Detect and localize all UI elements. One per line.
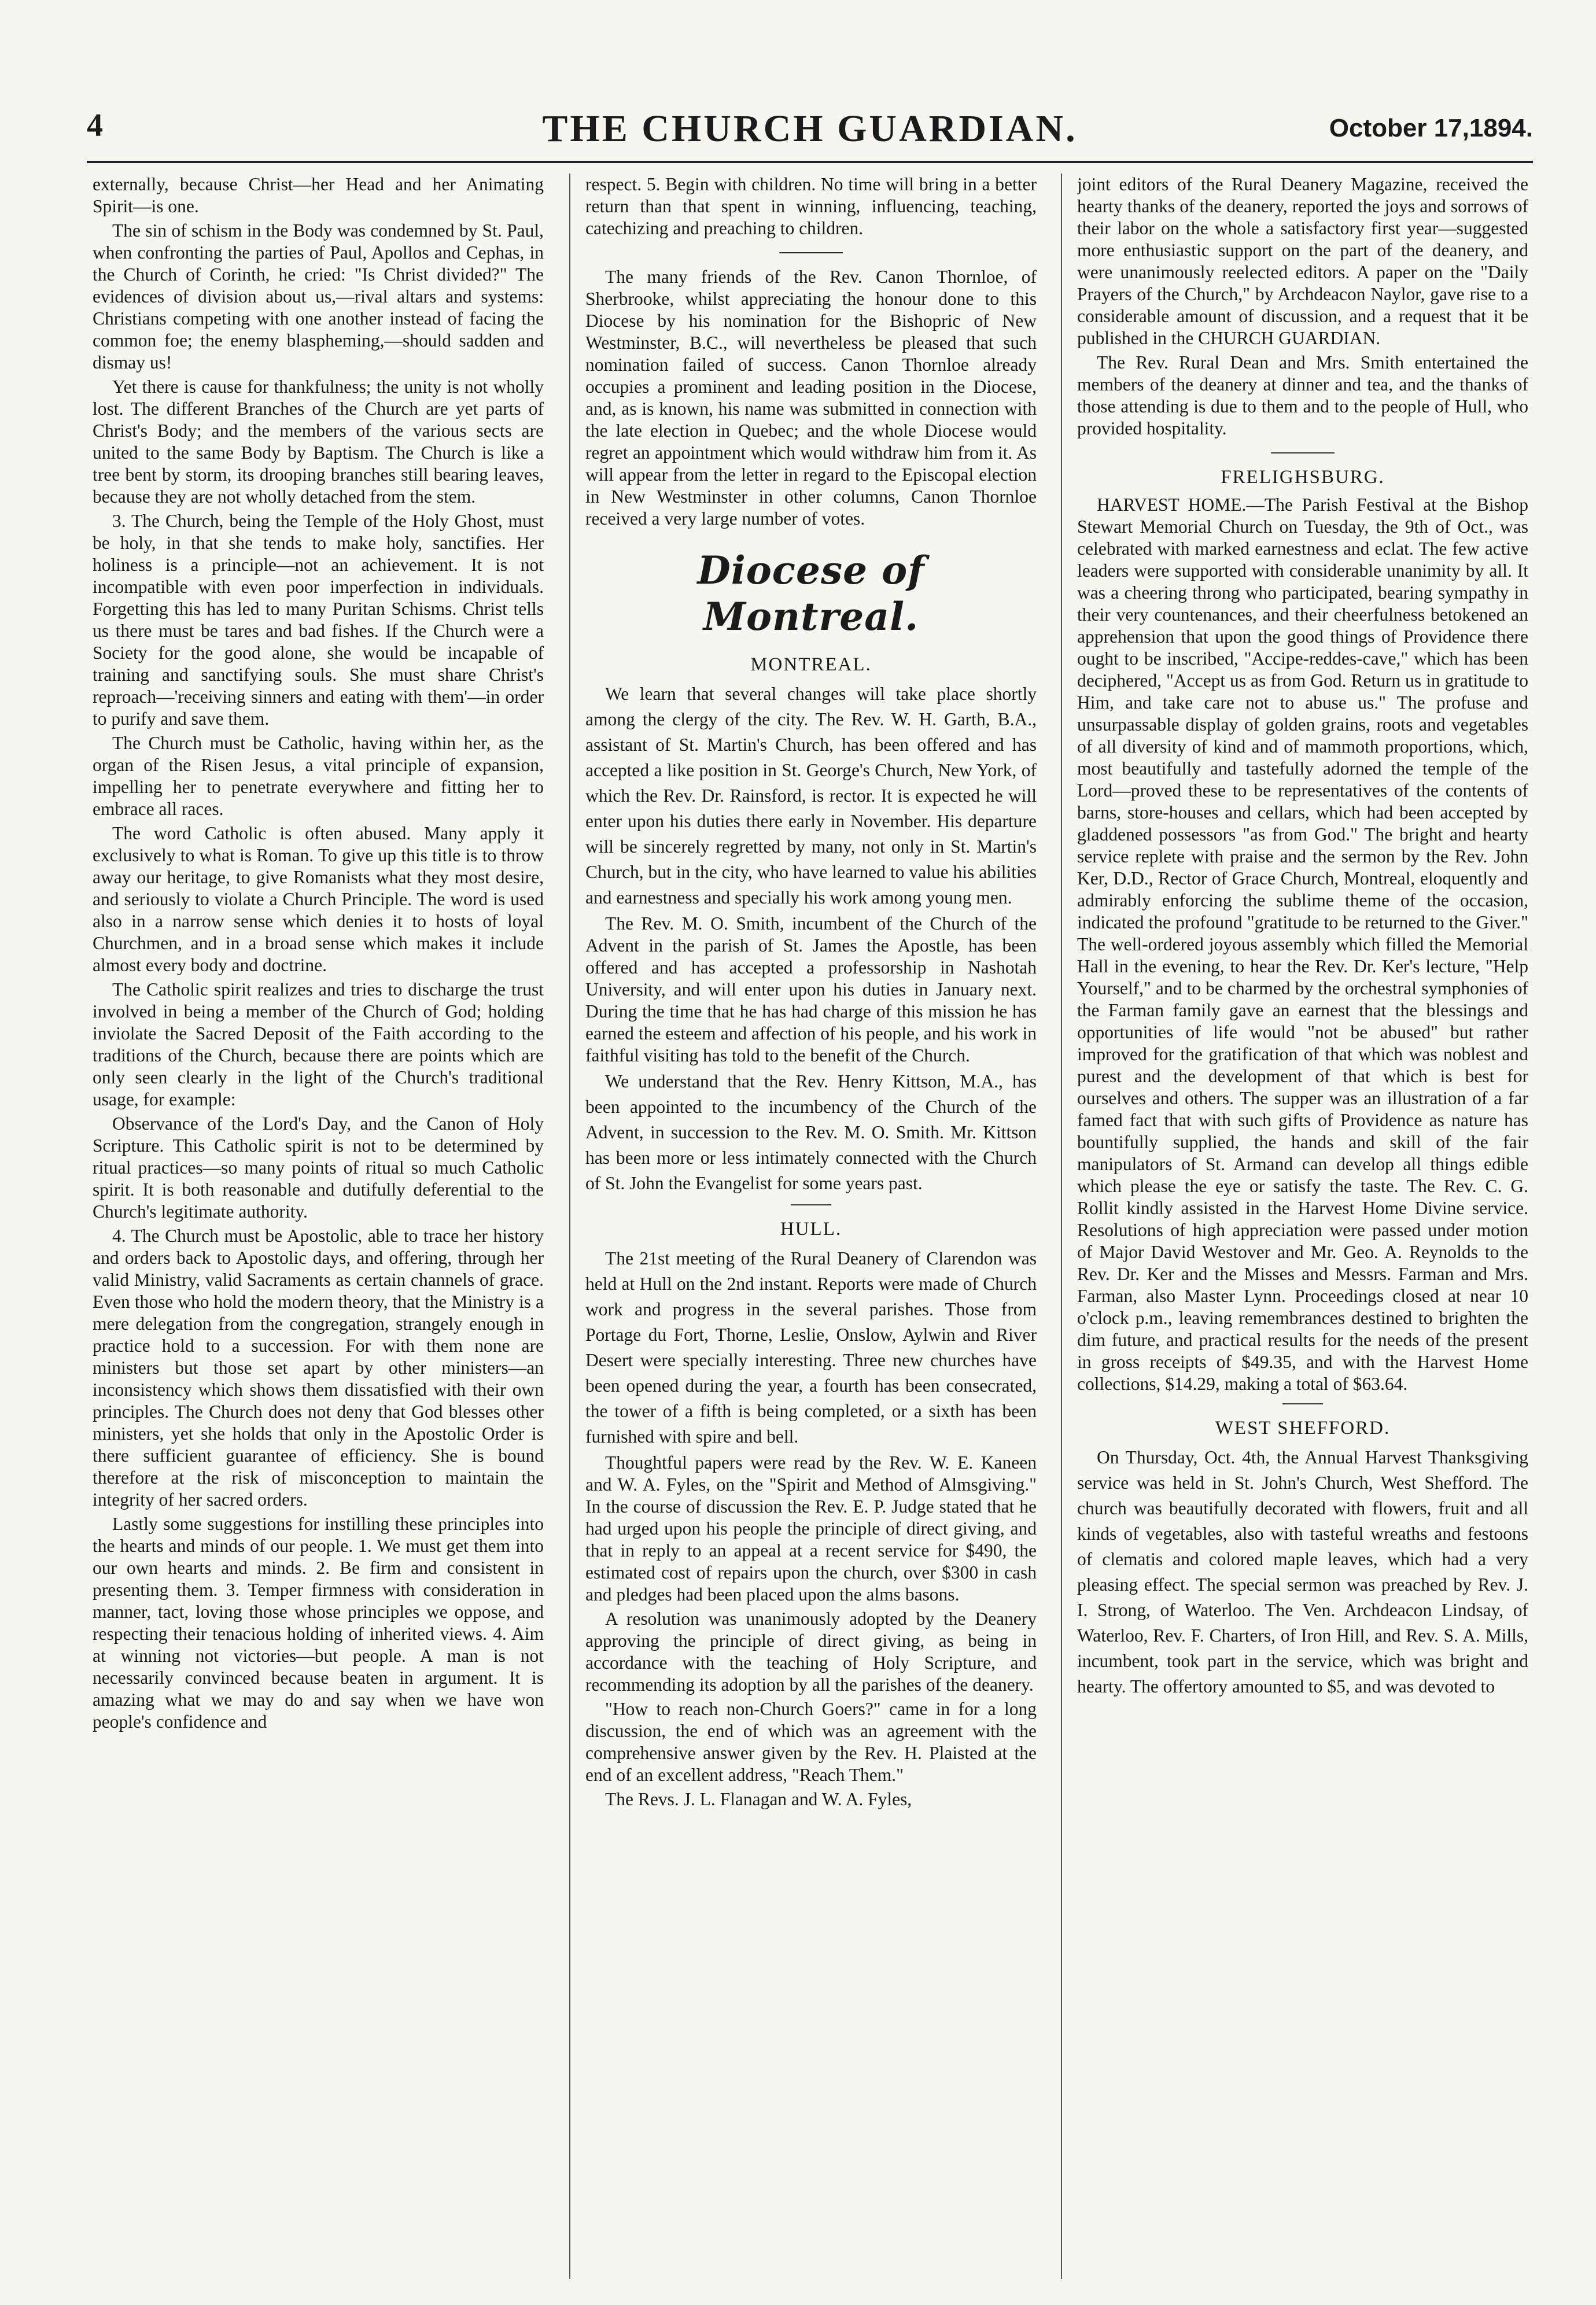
column-2	[585, 174, 1037, 2279]
newspaper-title: THE CHURCH GUARDIAN.	[542, 108, 1078, 150]
issue-date: October 17,1894.	[1329, 114, 1533, 142]
page-number: 4	[87, 108, 103, 143]
paragraph: The Catholic spirit realizes and tries to discharge the trust involved in being a member of the Church of God; holding inviolate the Sacred Deposit of the Faith according to the traditions of the Church, because there are points which are only seen clearly in the light of the Church's traditional usage, for example:	[93, 979, 544, 1109]
masthead-rule	[87, 161, 1533, 163]
diocese-heading: Diocese of Montreal.	[697, 548, 925, 639]
paragraph: "How to reach non-Church Goers?" came in for a long discussion, the end of which was an agreement with the comprehensive answer given by the Rev. H. Plaisted at the end of an excellent address, "Reach Them."	[585, 1699, 1037, 1785]
paragraph: A resolution was unanimously adopted by the Deanery approving the principle of direct giving, as being in accordance with the teaching of Holy Scripture, and recommending its adoption by all the parishes of the deanery.	[585, 1609, 1037, 1695]
paragraph: The Church must be Catholic, having within her, as the organ of the Risen Jesus, a vital principle of expansion, impelling her to penetrate everywhere and fitting her to embrace all races.	[93, 733, 544, 819]
paragraph: The 21st meeting of the Rural Deanery of Clarendon was held at Hull on the 2nd instant. Reports were made of Church work and progress in the several parishes. Those from Portage du Fort, Thorne, Leslie, Onslow, Aylwin and River Desert were specially interesting. Three new churches have been opened during the year, a fourth has been consecrated, the tower of a fifth is being completed, or a sixth has been furnished with spire and bell.	[585, 1248, 1037, 1447]
section-separator	[1282, 1403, 1323, 1404]
paragraph: Lastly some suggestions for instilling these principles into the hearts and minds of our people. 1. We must get them into our own hearts and minds. 2. Be firm and consistent in presenting them. 3. Temper firmness with consideration in manner, tact, loving those whose principles we oppose, and respecting their tenacious holding of inherited views. 4. Aim at winning not victories—but people. A man is not necessarily convinced because beaten in argument. It is amazing what we may do and say when we have won people's confidence and	[93, 1514, 544, 1732]
paragraph: respect. 5. Begin with children. No time will bring in a better return than that spent in winning, influencing, teaching, catechizing and preaching to children.	[585, 174, 1037, 238]
paragraph: Thoughtful papers were read by the Rev. W. E. Kaneen and W. A. Fyles, on the "Spirit and Method of Almsgiving." In the course of discussion the Rev. E. P. Judge stated that he had urged upon his people the principle of direct giving, and that in reply to an appeal at a recent service for $490, the estimated cost of repairs upon the church, over $300 in cash and pledges had been placed upon the alms basons.	[585, 1452, 1037, 1605]
column-divider	[1061, 174, 1062, 2279]
paragraph: Yet there is cause for thankfulness; the unity is not wholly lost. The different Branches of the Church are yet parts of Christ's Body; and the members of the various sects are united to the same Body by Baptism. The Church is like a tree bent by storm, its drooping branches still bearing leaves, because they are not wholly detached from the stem.	[93, 377, 544, 507]
paragraph: 4. The Church must be Apostolic, able to trace her history and orders back to Apostolic days, and offering, through her valid Ministry, valid Sacraments as certain channels of grace. Even those who hold the modern theory, that the Ministry is a mere delegation from the congregation, strangely enough in practice hold to a succession. For with them none are ministers but those set apart by other ministers—an inconsistency which shows them dissatisfied with their own principles. The Church does not deny that God blesses other ministers, yet she holds that only in the Apostolic Order is there sufficient guarantee of efficiency. She is bound therefore at the risk of misconception to maintain the integrity of her sacred orders.	[93, 1226, 544, 1510]
section-separator	[791, 1204, 831, 1205]
paragraph: On Thursday, Oct. 4th, the Annual Harvest Thanksgiving service was held in St. John's Church, West Shefford. The church was beautifully decorated with flowers, fruit and all kinds of vegetables, also with tasteful wreaths and festoons of clematis and colored maple leaves, which had a very pleasing effect. The special sermon was preached by Rev. J. I. Strong, of Waterloo. The Ven. Archdeacon Lindsay, of Waterloo, Rev. F. Charters, of Iron Hill, and Rev. S. A. Mills, incumbent, took part in the service, which was bright and hearty. The offertory amounted to $5, and was devoted to	[1077, 1447, 1528, 1697]
paragraph: The sin of schism in the Body was condemned by St. Paul, when confronting the parties of Paul, Apollos and Cephas, in the Church of Corinth, he cried: "Is Christ divided?" The evidences of division about us,—rival altars and systems: Christians competing with one another instead of facing the common foe; the enemy blaspheming,—should sadden and dismay us!	[93, 220, 544, 373]
section-heading-frelighsburg: FRELIGHSBURG.	[1221, 467, 1385, 488]
paragraph: externally, because Christ—her Head and her Animating Spirit—is one.	[93, 174, 544, 216]
masthead	[87, 107, 1533, 153]
paragraph: 3. The Church, being the Temple of the Holy Ghost, must be holy, in that she tends to make holy, sanctifies. Her holiness is a principle—not an achievement. It is not incompatible with even poor imperfection in individuals. Forgetting this has led to many Puritan Schisms. Christ tells us there must be tares and bad fishes. If the Church were a Society for the good alone, she would be incapable of training and sanctifying souls. She must share Christ's reproach—'receiving sinners and eating with them'—in order to purify and save them.	[93, 511, 544, 729]
column-1	[93, 174, 544, 2279]
paragraph: The Rev. Rural Dean and Mrs. Smith entertained the members of the deanery at dinner and tea, and the thanks of those attending is due to them and to the people of Hull, who provided hospitality.	[1077, 352, 1528, 438]
paragraph: We understand that the Rev. Henry Kittson, M.A., has been appointed to the incumbency of the Church of the Advent, in succession to the Rev. M. O. Smith. Mr. Kittson has been more or less intimately connected with the Church of St. John the Evangelist for some years past.	[585, 1071, 1037, 1193]
paragraph: HARVEST HOME.—The Parish Festival at the Bishop Stewart Memorial Church on Tuesday, the 9th of Oct., was celebrated with marked earnestness and eclat. The few active leaders were supported with considerable unanimity by all. It was a cheering throng who participated, bearing sympathy in their very countenances, and their cheerfulness betokened an apprehension that upon the good things of Providence there ought to be inscribed, "Accipe-reddes-cave," which has been deciphered, "Accept us as from God. Return us in gratitude to Him, and take care not to abuse us." The profuse and unsurpassable display of golden grains, roots and vegetables of all diversity of kind and of mammoth proportions, which, most beautifully and tastefully adorned the temple of the Lord—proved these to be representatives of the contents of barns, store-houses and cellars, which had been accepted by gladdened possessors "as from God." The bright and hearty service replete with praise and the sermon by the Rev. John Ker, D.D., Rector of Grace Church, Montreal, eloquently and admirably enforcing the sublime theme of the occasion, indicated the profound "gratitude to be returned to the Giver." The well-ordered joyous assembly which filled the Memorial Hall in the evening, to hear the Rev. Dr. Ker's lecture, "Help Yourself," and to be charmed by the orchestral symphonies of the Farman family gave an earnest that the blessings and opportunities of life would "not be abused" but rather improved for the gratification of that which was noblest and purest and the development of that which is best for ourselves and others. The supper was an illustration of a far famed fact that with such gifts of Providence as nature has bountifully supplied, the hands and skill of the fair manipulators of St. Armand can develop all things edible which please the eye or satisfy the taste. The Rev. C. G. Rollit kindly assisted in the Harvest Home Divine service. Resolutions of high appreciation were passed under motion of Major David Westover and Mr. Geo. A. Reynolds to the Rev. Dr. Ker and the Misses and Messrs. Farman and Mrs. Farman, also Master Lynn. Proceedings closed at near 10 o'clock p.m., leaving remembrances destined to brighten the dim future, and practical results for the needs of the present in gross receipts of $49.35, and with the Harvest Home collections, $14.29, making a total of $63.64.	[1077, 495, 1528, 1394]
paragraph: We learn that several changes will take place shortly among the clergy of the city. The Rev. W. H. Garth, B.A., assistant of St. Martin's Church, has been offered and has accepted a like position in St. George's Church, New York, of which the Rev. Dr. Rainsford, is rector. It is expected he will enter upon his duties there early in November. His departure will be sincerely regretted by many, not only in St. Martin's Church, but in the city, who have learned to value his abilities and earnestness and specially his work among young men.	[585, 684, 1037, 908]
paragraph: The Revs. J. L. Flanagan and W. A. Fyles,	[605, 1789, 912, 1809]
section-separator	[779, 252, 843, 253]
section-heading-west-shefford: WEST SHEFFORD.	[1215, 1418, 1391, 1439]
paragraph: The Rev. M. O. Smith, incumbent of the Church of the Advent in the parish of St. James the Apostle, has been offered and has accepted a professorship in Nashotah University, and will enter upon his duties in January next. During the time that he has had charge of this mission he has earned the esteem and affection of his people, and his work in faithful visiting has told to the benefit of the Church.	[585, 913, 1037, 1065]
section-heading-montreal: MONTREAL.	[750, 654, 872, 675]
paragraph: Observance of the Lord's Day, and the Canon of Holy Scripture. This Catholic spirit is not to be determined by ritual practices—so many points of ritual so much Catholic spirit. It is both reasonable and dutifully deferential to the Church's legitimate authority.	[93, 1113, 544, 1222]
paragraph: The word Catholic is often abused. Many apply it exclusively to what is Roman. To give up this title is to throw away our heritage, to give Romanists what they most desire, and seriously to violate a Church Principle. The word is used also in a narrow sense which denies it to hosts of loyal Churchmen, and in a broad sense which makes it include almost every body and doctrine.	[93, 823, 544, 975]
section-separator	[1271, 452, 1335, 453]
column-3	[1077, 174, 1528, 2279]
section-heading-hull: HULL.	[780, 1219, 842, 1240]
paragraph: The many friends of the Rev. Canon Thornloe, of Sherbrooke, whilst appreciating the honour done to this Diocese by his nomination for the Bishopric of New Westminster, B.C., will nevertheless be pleased that such nomination failed of success. Canon Thornloe already occupies a prominent and leading position in the Diocese, and, as is known, his name was submitted in connection with the late election in Quebec; and the whole Diocese would regret an appointment which would withdraw him from it. As will appear from the letter in regard to the Episcopal election in New Westminster in other columns, Canon Thornloe received a very large number of votes.	[585, 267, 1037, 529]
column-divider	[569, 174, 570, 2279]
paragraph: joint editors of the Rural Deanery Magazine, received the hearty thanks of the deanery, reported the joys and sorrows of their labor on the whole a satisfactory first year—suggested more enthusiastic support on the part of the deanery, and were unanimously reelected editors. A paper on the "Daily Prayers of the Church," by Archdeacon Naylor, gave rise to a considerable amount of discussion, and a request that it be published in the CHURCH GUARDIAN.	[1077, 174, 1528, 348]
